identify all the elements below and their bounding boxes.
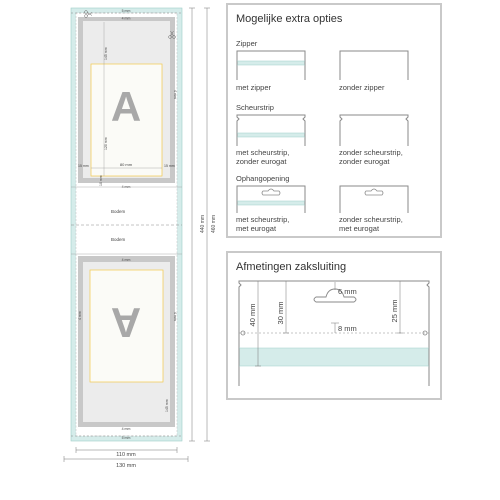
caption-met-scheurstrip-met-eurogat: met scheurstrip, met eurogat [236, 215, 290, 233]
caption-zonder-scheurstrip-zonder-eurogat: zonder scheurstrip, zonder eurogat [339, 148, 403, 166]
zipper-with-icon [235, 49, 307, 81]
height-460-label: 460 mm [211, 214, 217, 234]
closure-title: Afmetingen zaksluiting [236, 261, 347, 273]
options-panel [226, 3, 442, 238]
dim-4mm-back-left: 4 mm [78, 311, 82, 320]
dim-145mm-front: 145 mm [104, 47, 108, 60]
dim-6mm-closure: 6 mm [338, 287, 357, 296]
back-letter: A [110, 299, 142, 346]
dim-30mm-closure: 30 mm [276, 301, 285, 325]
dim-15mm-left: 15 mm [78, 164, 89, 168]
dim-80mm-front: 80 mm [119, 162, 133, 167]
section-heading-scheurstrip: Scheurstrip [236, 103, 274, 112]
dim-4mm-back-bottom: 4 mm [121, 427, 131, 431]
options-title: Mogelijke extra opties [236, 13, 343, 25]
bodem-label-1: Bodem [111, 209, 126, 214]
caption-zonder-zipper: zonder zipper [339, 83, 385, 92]
dim-15mm-right: 15 mm [164, 164, 175, 168]
width-130-label: 130 mm [116, 463, 136, 469]
section-heading-ophangopening: Ophangopening [236, 174, 290, 183]
closure-panel [226, 251, 442, 400]
euro-hole-with-icon [235, 184, 307, 214]
dim-40mm-closure: 40 mm [248, 303, 257, 327]
height-440-label: 440 mm [200, 214, 206, 234]
dim-8mm-closure: 8 mm [338, 324, 357, 333]
dim-25mm-closure: 25 mm [390, 299, 399, 323]
dim-4mm-front-right: 4 mm [173, 90, 177, 99]
tearstrip-without-icon [338, 113, 410, 147]
bodem-label-2: Bodem [111, 237, 126, 242]
section-heading-zipper: Zipper [236, 39, 258, 48]
caption-met-zipper: met zipper [236, 83, 272, 92]
width-110-label: 110 mm [116, 452, 136, 458]
dim-4mm-back-top: 4 mm [121, 258, 131, 262]
dim-5mm-top: 5 mm [121, 9, 131, 13]
euro-hole-without-icon [338, 184, 410, 214]
dim-4mm-back-right: 4 mm [173, 312, 177, 321]
dim-120mm-front: 120 mm [104, 137, 108, 150]
dim-4mm-top: 4 mm [121, 16, 131, 21]
dim-4mm-front-bottom: 4 mm [121, 185, 131, 189]
front-letter: A [110, 83, 142, 130]
caption-zonder-scheurstrip-met-eurogat: zonder scheurstrip, met eurogat [339, 215, 403, 233]
dim-10mm-front: 10 mm [99, 175, 103, 186]
closure-diagram [228, 253, 440, 398]
dim-145mm-back: 145 mm [165, 399, 169, 412]
zipper-without-icon [338, 49, 410, 81]
tearstrip-with-icon [235, 113, 307, 147]
dim-5mm-bottom: 5 mm [121, 436, 131, 440]
caption-met-scheurstrip-zonder-eurogat: met scheurstrip, zonder eurogat [236, 148, 290, 166]
